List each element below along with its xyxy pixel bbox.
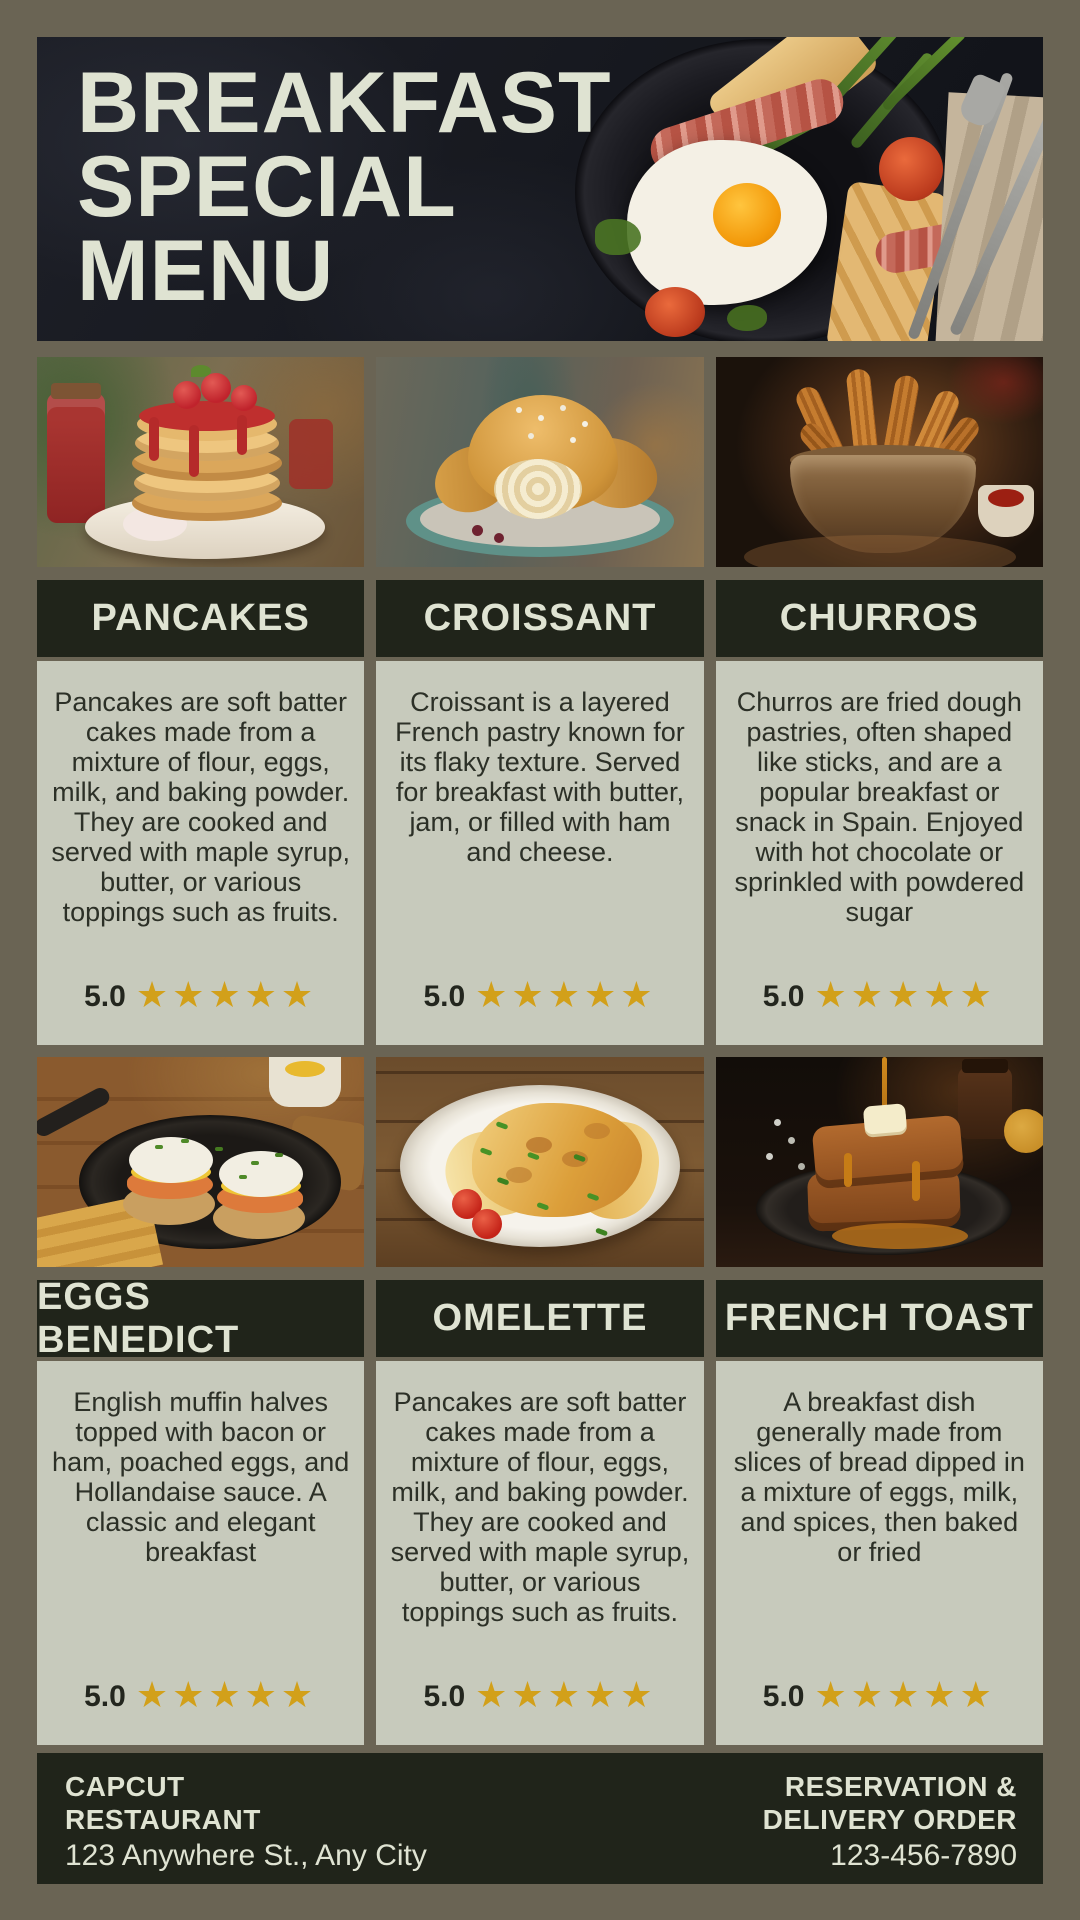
jar-lid-shape — [51, 383, 101, 399]
jam-jar-shape — [47, 393, 105, 523]
item-title: CROISSANT — [423, 597, 657, 639]
rating-value: 5.0 — [762, 980, 805, 1013]
item-description: A breakfast dish generally made from slices of bread dipped in a mixture of eggs, milk, and spices, then baked or fried — [733, 1387, 1025, 1567]
item-title-bar — [376, 1280, 703, 1357]
item-rating — [729, 1674, 1030, 1717]
item-title: FRENCH TOAST — [724, 1297, 1034, 1339]
rating-stars: ★★★★★ — [814, 974, 996, 1015]
restaurant-address: 123 Anywhere St., Any City — [65, 1839, 427, 1872]
poster-title — [77, 55, 612, 319]
item-card — [376, 1361, 703, 1745]
item-rating — [389, 974, 690, 1017]
item-description: English muffin halves topped with bacon or ham, poached eggs, and Hollandaise sauce. A classic and elegant breakfast — [52, 1387, 350, 1567]
item-title: OMELETTE — [432, 1297, 648, 1339]
item-description: Croissant is a layered French pastry known for its flaky texture. Served for breakfast with butter, jam, or filled with ham and cheese. — [395, 687, 685, 867]
item-description: Pancakes are soft batter cakes made from a mixture of flour, eggs, milk, and baking powder. They are cooked and served with maple syrup, butter, or various toppings such as fruits. — [390, 1387, 690, 1627]
jam-jar-shape — [289, 419, 333, 489]
item-card — [716, 1361, 1043, 1745]
poached-egg-shape — [129, 1137, 213, 1183]
item-title-bar — [37, 1275, 364, 1361]
syrup-pool-shape — [832, 1223, 968, 1249]
item-rating — [50, 974, 351, 1017]
item-title: PANCAKES — [91, 597, 310, 639]
poster-title-line1: BREAKFAST — [77, 55, 612, 151]
rating-value: 5.0 — [762, 1680, 805, 1713]
rating-stars: ★★★★★ — [135, 974, 318, 1015]
egg-yolk-shape — [713, 183, 781, 247]
rating-value: 5.0 — [84, 980, 126, 1013]
strawberry-shape — [201, 373, 231, 403]
rating-value: 5.0 — [423, 1680, 466, 1713]
french-toast-photo — [716, 1057, 1043, 1267]
syrup-drip-shape — [237, 415, 247, 455]
item-card — [37, 661, 364, 1045]
syrup-drip-shape — [189, 425, 199, 477]
restaurant-name-line2: RESTAURANT — [65, 1804, 261, 1835]
header-banner — [37, 37, 1043, 341]
item-title-bar — [37, 580, 364, 657]
order-heading-line2: DELIVERY ORDER — [762, 1804, 1017, 1835]
butter-pat-shape — [863, 1103, 907, 1135]
pancakes-photo — [37, 357, 364, 567]
menu-row-1 — [37, 357, 1043, 1045]
footer-bar — [37, 1753, 1043, 1884]
item-title: CHURROS — [779, 597, 979, 639]
rating-stars: ★★★★★ — [135, 1674, 318, 1715]
rating-stars: ★★★★★ — [475, 1674, 657, 1715]
item-card — [376, 661, 703, 1045]
menu-item-croissant — [376, 357, 703, 1045]
footer-order-block — [763, 1770, 1017, 1873]
ramekin-sauce-shape — [285, 1061, 325, 1077]
item-title-bar — [716, 580, 1043, 657]
strawberry-shape — [231, 385, 257, 411]
item-rating — [389, 1674, 690, 1717]
dust-glow-shape — [744, 535, 1016, 567]
item-card — [37, 1361, 364, 1745]
chive-dots-shape — [155, 1145, 163, 1149]
omelette-photo — [376, 1057, 703, 1267]
item-title-bar — [376, 580, 703, 657]
menu-item-french-toast — [716, 1057, 1043, 1745]
poached-egg-shape — [219, 1151, 303, 1197]
item-title: EGGS BENEDICT — [37, 1275, 240, 1361]
item-title-bar — [716, 1280, 1043, 1357]
menu-item-eggs-benedict — [37, 1057, 364, 1745]
flower-dots-shape — [774, 1119, 781, 1126]
syrup-drip-shape — [912, 1161, 920, 1201]
mint-leaf-shape — [191, 365, 211, 377]
lemon-wedge-shape — [1004, 1109, 1043, 1153]
skillet-handle-shape — [37, 1085, 112, 1139]
order-phone: 123-456-7890 — [830, 1839, 1017, 1872]
eggs-benedict-photo — [37, 1057, 364, 1267]
strawberry-shape — [173, 381, 201, 409]
parsley-shape — [727, 305, 767, 331]
syrup-drip-shape — [844, 1153, 852, 1187]
item-rating — [729, 974, 1030, 1017]
item-description: Churros are fried dough pastries, often shaped like sticks, and are a popular breakfast or snack in Spain. Enjoyed with hot chocolate or sprinkled with powdered sugar — [734, 687, 1025, 927]
item-rating — [50, 1674, 351, 1717]
poster-title-line3: MENU — [77, 223, 335, 319]
croissant-photo — [376, 357, 703, 567]
tomato-shape — [645, 287, 705, 337]
dip-sauce-shape — [988, 489, 1024, 507]
rating-stars: ★★★★★ — [814, 1674, 996, 1715]
rating-value: 5.0 — [84, 1680, 126, 1713]
footer-restaurant-block — [65, 1770, 427, 1873]
rating-value: 5.0 — [423, 980, 466, 1013]
cream-swirl-shape — [494, 459, 582, 519]
rating-stars: ★★★★★ — [475, 974, 657, 1015]
menu-item-pancakes — [37, 357, 364, 1045]
menu-row-2 — [37, 1057, 1043, 1745]
jar-lid-shape — [962, 1059, 1008, 1073]
churros-photo — [716, 357, 1043, 567]
item-card — [716, 661, 1043, 1045]
restaurant-name-line1: CAPCUT — [65, 1771, 185, 1802]
syrup-drip-shape — [149, 417, 159, 461]
menu-item-omelette — [376, 1057, 703, 1745]
poster-title-line2: SPECIAL — [77, 139, 457, 235]
menu-item-churros — [716, 357, 1043, 1045]
order-heading-line1: RESERVATION & — [784, 1771, 1017, 1802]
item-description: Pancakes are soft batter cakes made from a mixture of flour, eggs, milk, and baking powder. They are cooked and served with maple syrup, butter, or various toppings such as fruits. — [51, 687, 350, 927]
tomato-shape — [879, 137, 943, 201]
